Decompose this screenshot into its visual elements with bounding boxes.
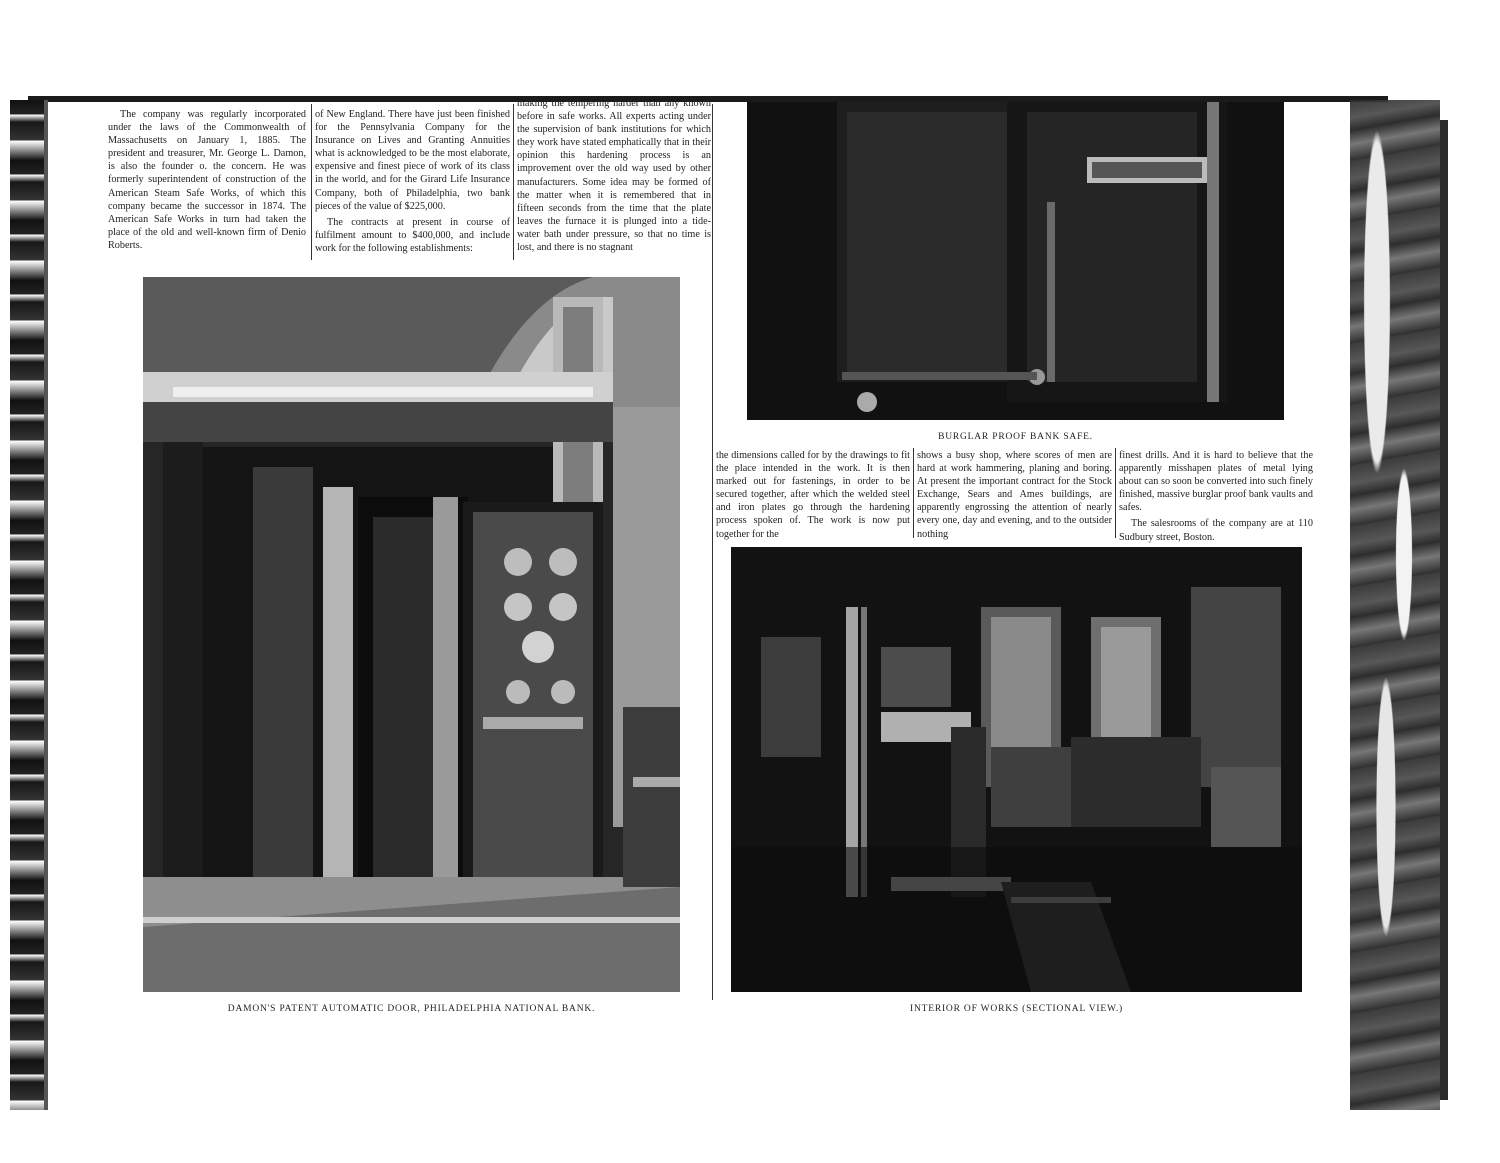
vault-door-illustration (143, 277, 680, 992)
paragraph: making the tempering harder than any known before in safe works. All experts acting under the supervision of bank institutions for which they work have stated emphatically that in their opinion this hardening process is an improvement over the old way used by other manufacturers. Some idea may be formed of the matter when it is remembered that in fifteen seconds from the time that the plate leaves the furnace it is plunged into a tide-water bath under pressure, so that no time is lost, and there is no stagnant (517, 98, 711, 254)
column-rule (712, 104, 713, 1000)
photo-bank-safe (747, 102, 1284, 420)
paragraph: the dimensions called for by the drawings to fit the place intended in the work. It is then marked out for fastenings, in order to be secured together, after which the welded steel and iron plates go through the hardening process spoken of. The work is now put together for the (716, 450, 910, 540)
caption-bank-safe: BURGLAR PROOF BANK SAFE. (938, 432, 1093, 442)
article-column-4 (716, 449, 910, 541)
interior-works-illustration (731, 547, 1302, 992)
paragraph: The salesrooms of the company are at 110 Sudbury street, Boston. (1119, 518, 1313, 543)
column-rule (1115, 448, 1116, 538)
caption-vault-door: DAMON'S PATENT AUTOMATIC DOOR, PHILADELPHIA NATIONAL BANK. (227, 1004, 596, 1014)
column-rule (913, 448, 914, 538)
article-column-1 (108, 108, 306, 252)
paragraph: shows a busy shop, where scores of men are hard at work hammering, planing and boring. At present the important contract for the Stock Exchange, Sears and Ames buildings, are apparently engrossing the attention of nearly every one, day and evening, and to the outsider nothing (917, 450, 1112, 540)
right-edge-shadow (1440, 120, 1448, 1100)
article-column-6 (1119, 449, 1313, 544)
article-column-5 (917, 449, 1112, 541)
torn-left-edge (10, 100, 44, 1110)
paragraph: of New England. There have just been finished for the Pennsylvania Company for the Insurance on Lives and Granting Annuities what is acknowledged to be the most elaborate, expensive and finest piece of work of its class in the world, and for the Girard Life Insurance Company, both of Philadelphia, two bank pieces of the value of $225,000. (315, 109, 510, 212)
paragraph: The contracts at present in course of fulfilment amount to $400,000, and include work for the following establishments: (315, 216, 510, 254)
article-column-3 (517, 97, 711, 254)
column-rule (311, 104, 312, 260)
paragraph: The company was regularly incorporated under the laws of the Commonwealth of Massachusetts on January 1, 1885. The president and treasurer, Mr. George L. Damon, is also the founder o. the concern. He was formerly superintendent of construction of the American Steam Safe Works, of which this company became the successor in 1874. The American Safe Works in turn had taken the place of the old and well-known firm of Denio Roberts. (108, 109, 306, 251)
left-edge-shadow (44, 100, 48, 1110)
photo-vault-door (143, 277, 680, 992)
caption-interior-works: INTERIOR OF WORKS (SECTIONAL VIEW.) (910, 1004, 1123, 1014)
bank-safe-illustration (747, 102, 1284, 420)
photo-interior-works (731, 547, 1302, 992)
torn-right-edge (1350, 100, 1440, 1110)
column-rule (513, 104, 514, 260)
article-column-2 (315, 108, 510, 255)
paragraph: finest drills. And it is hard to believe that the apparently misshapen plates of metal lying about can so soon be converted into such finely finished, massive burglar proof bank vaults and safes. (1119, 450, 1313, 514)
